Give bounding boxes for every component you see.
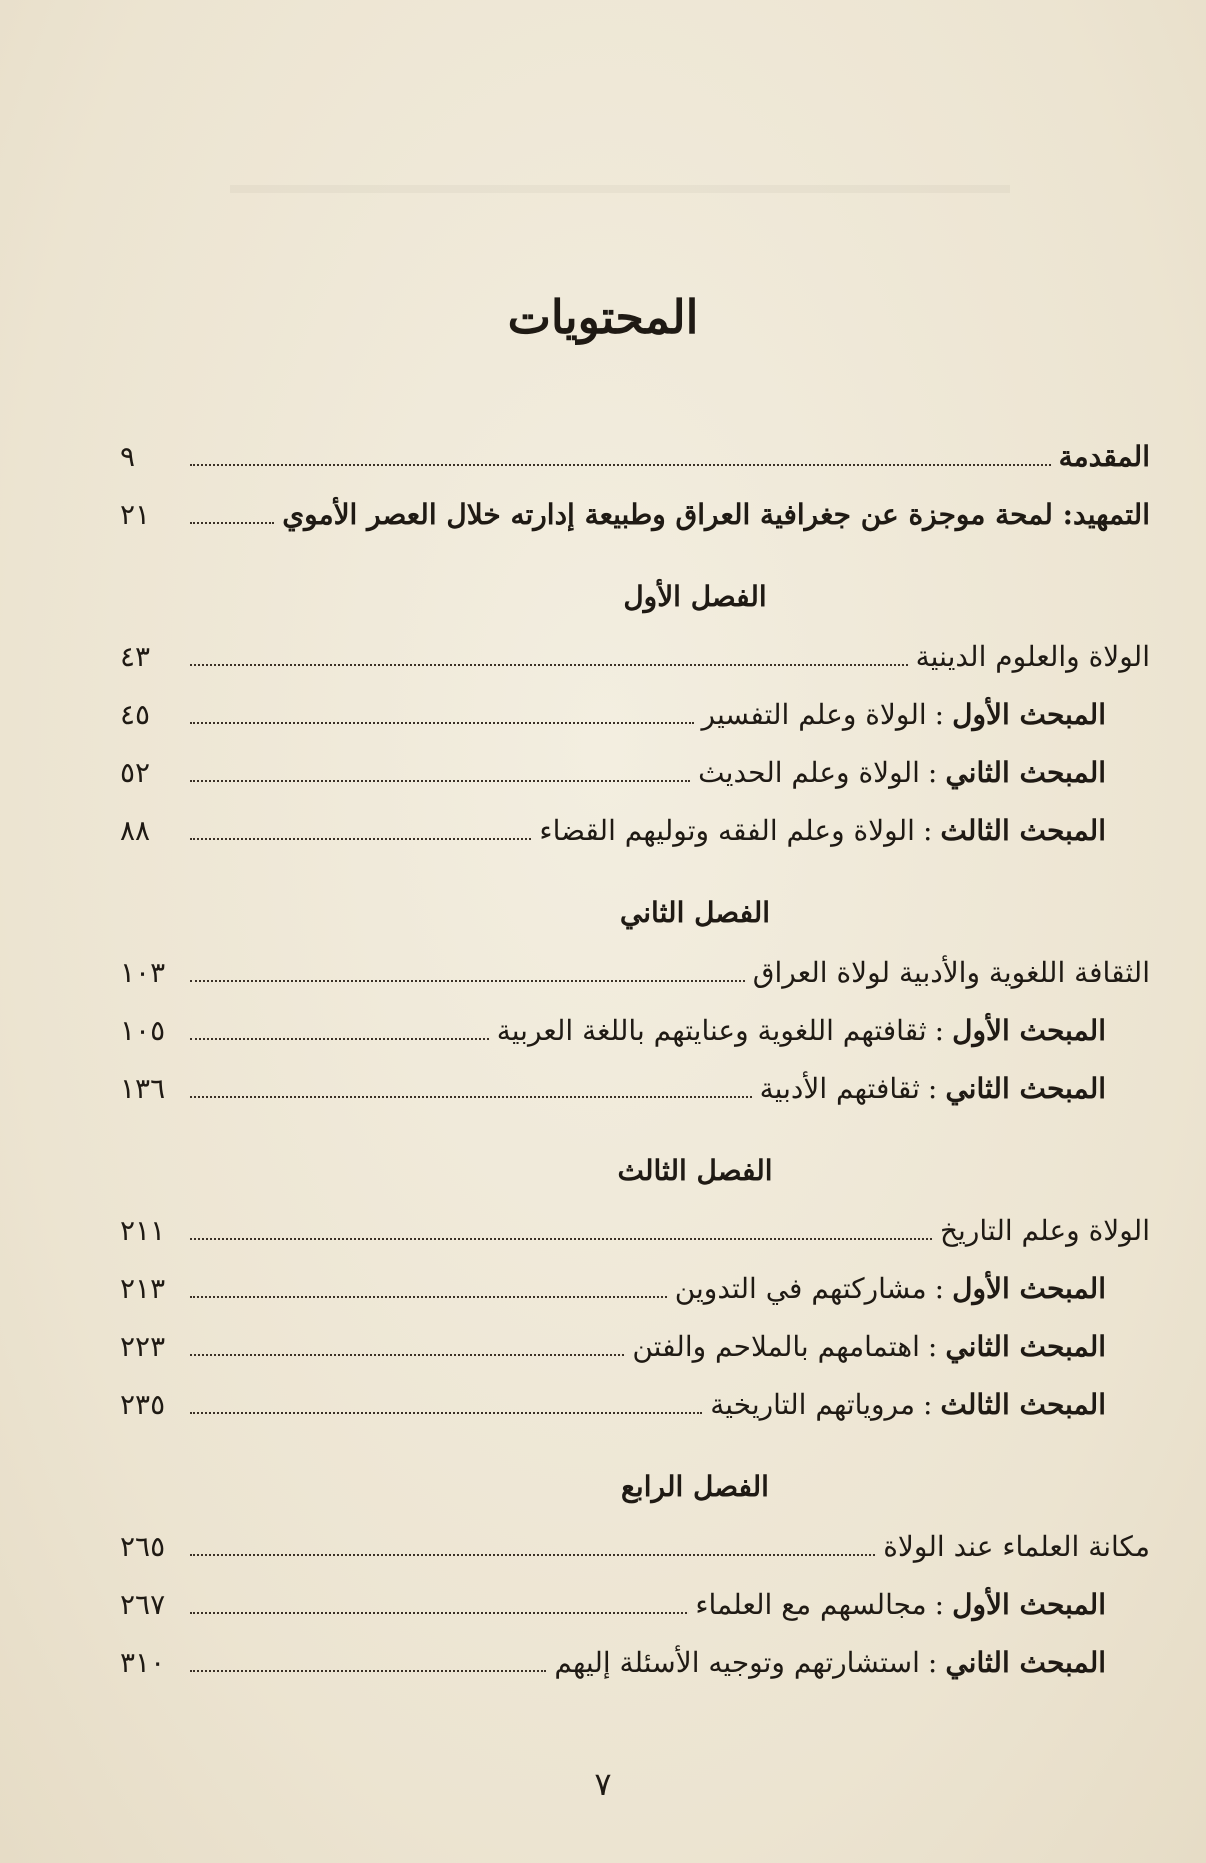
preface-label: التمهيد: لمحة موجزة عن جغرافية العراق وطبيعة إدارته خلال العصر الأموي bbox=[282, 498, 1150, 531]
toc-page-number: ٩ bbox=[120, 440, 136, 473]
toc-page-number: ٣١٠ bbox=[120, 1646, 166, 1679]
page-title: المحتويات bbox=[507, 290, 699, 344]
section-head: المبحث الأول bbox=[952, 1588, 1106, 1621]
section-text: الولاة وعلم الفقه وتوليهم القضاء bbox=[539, 814, 915, 847]
toc-page-number: ١٠٣ bbox=[120, 956, 166, 989]
chapter-title: الفصل الثاني bbox=[619, 896, 771, 929]
section-text: ثقافتهم الأدبية bbox=[759, 1072, 920, 1105]
section-text: اهتمامهم بالملاحم والفتن bbox=[632, 1330, 920, 1363]
toc-entry-label: المبحث الثاني:اهتمامهم بالملاحم والفتن bbox=[632, 1330, 1106, 1363]
section-text: مجالسهم مع العلماء bbox=[695, 1588, 927, 1621]
toc-entry-label: المبحث الأول:مجالسهم مع العلماء bbox=[695, 1588, 1106, 1621]
toc-entry-section bbox=[120, 1260, 1150, 1318]
toc-entry-label: المبحث الأول:الولاة وعلم التفسير bbox=[701, 698, 1106, 731]
toc-entry-label: المقدمة bbox=[1058, 440, 1150, 473]
toc-entry-label bbox=[282, 486, 1150, 544]
section-text: مروياتهم التاريخية bbox=[710, 1388, 915, 1421]
toc-page-number: ٢١١ bbox=[120, 1214, 166, 1247]
toc-page-number: ٢٢٣ bbox=[120, 1330, 166, 1363]
dot-leader bbox=[190, 1352, 624, 1356]
section-text: ثقافتهم اللغوية وعنايتهم باللغة العربية bbox=[496, 1014, 927, 1047]
section-head: المبحث الأول bbox=[952, 1014, 1106, 1047]
toc-entry-section bbox=[120, 744, 1150, 802]
dot-leader bbox=[190, 1610, 687, 1614]
chapter-title: الفصل الرابع bbox=[621, 1470, 769, 1503]
bleed-through-text bbox=[230, 185, 1010, 223]
toc-entry-section bbox=[120, 1002, 1150, 1060]
toc-entry-section bbox=[120, 1060, 1150, 1118]
dot-leader bbox=[190, 1094, 752, 1098]
toc-page-number: ٢٣٥ bbox=[120, 1388, 166, 1421]
toc-page-number: ٥٢ bbox=[120, 756, 151, 789]
toc-page-number: ٢٦٧ bbox=[120, 1588, 166, 1621]
section-text: الولاة وعلم الحديث bbox=[698, 756, 920, 789]
toc-entry-label: المبحث الأول:مشاركتهم في التدوين bbox=[674, 1272, 1106, 1305]
dot-leader bbox=[190, 662, 908, 666]
chapter-title: الفصل الأول bbox=[623, 580, 767, 613]
section-head: المبحث الأول bbox=[952, 1272, 1106, 1305]
dot-leader bbox=[190, 1410, 702, 1414]
section-head: المبحث الثاني bbox=[945, 756, 1106, 789]
toc-page-number: ٢١ bbox=[120, 498, 151, 531]
dot-leader bbox=[190, 1236, 932, 1240]
toc-entry-label: المبحث الأول:ثقافتهم اللغوية وعنايتهم باللغة العربية bbox=[496, 1014, 1106, 1047]
toc-entry-chapter-main bbox=[120, 944, 1150, 1002]
toc-entry-chapter-main bbox=[120, 1518, 1150, 1576]
dot-leader bbox=[190, 1552, 875, 1556]
dot-leader bbox=[190, 520, 274, 524]
dot-leader bbox=[190, 720, 694, 724]
page-number-footer: ٧ bbox=[594, 1765, 612, 1803]
toc-entry-section bbox=[120, 802, 1150, 860]
toc-entry-label: المبحث الثالث:الولاة وعلم الفقه وتوليهم القضاء bbox=[539, 814, 1106, 847]
dot-leader bbox=[190, 778, 690, 782]
section-head: المبحث الثاني bbox=[945, 1330, 1106, 1363]
toc-entry-chapter-main bbox=[120, 1202, 1150, 1260]
toc-entry-label: الثقافة اللغوية والأدبية لولاة العراق bbox=[752, 956, 1150, 989]
toc-entry-label: مكانة العلماء عند الولاة bbox=[883, 1530, 1150, 1563]
section-head: المبحث الثاني bbox=[945, 1072, 1106, 1105]
dot-leader bbox=[190, 836, 531, 840]
section-head: المبحث الأول bbox=[952, 698, 1106, 731]
dot-leader bbox=[190, 978, 745, 982]
toc-entry-label: الولاة وعلم التاريخ bbox=[939, 1214, 1150, 1247]
section-head: المبحث الثالث bbox=[940, 814, 1106, 847]
toc-entry-section bbox=[120, 1318, 1150, 1376]
toc-entry-section bbox=[120, 1634, 1150, 1692]
toc-entry-chapter-main bbox=[120, 628, 1150, 686]
section-head: المبحث الثالث bbox=[940, 1388, 1106, 1421]
toc-entry-label: الولاة والعلوم الدينية bbox=[915, 640, 1150, 673]
toc-page-number: ٢١٣ bbox=[120, 1272, 166, 1305]
toc-entry-label: المبحث الثالث:مروياتهم التاريخية bbox=[710, 1388, 1106, 1421]
section-text: استشارتهم وتوجيه الأسئلة إليهم bbox=[554, 1646, 920, 1679]
chapter-title: الفصل الثالث bbox=[617, 1154, 773, 1187]
section-text: مشاركتهم في التدوين bbox=[674, 1272, 927, 1305]
toc-page-number: ٢٦٥ bbox=[120, 1530, 166, 1563]
toc-entry-label: المبحث الثاني:الولاة وعلم الحديث bbox=[698, 756, 1106, 789]
toc-page-number: ١٣٦ bbox=[120, 1072, 166, 1105]
dot-leader bbox=[190, 1294, 667, 1298]
toc-entry-section bbox=[120, 686, 1150, 744]
toc-page-number: ٤٣ bbox=[120, 640, 151, 673]
toc-entry-preface bbox=[120, 486, 1150, 544]
dot-leader bbox=[190, 1036, 489, 1040]
toc-entry-label: المبحث الثاني:استشارتهم وتوجيه الأسئلة إليهم bbox=[554, 1646, 1106, 1679]
toc-entry-introduction bbox=[120, 428, 1150, 486]
toc-entry-section bbox=[120, 1576, 1150, 1634]
dot-leader bbox=[190, 1668, 546, 1672]
toc-page-number: ١٠٥ bbox=[120, 1014, 166, 1047]
section-head: المبحث الثاني bbox=[945, 1646, 1106, 1679]
toc-page-number: ٤٥ bbox=[120, 698, 151, 731]
toc-entry-section bbox=[120, 1376, 1150, 1434]
section-text: الولاة وعلم التفسير bbox=[701, 698, 927, 731]
toc-page-number: ٨٨ bbox=[120, 814, 151, 847]
toc-entry-label: المبحث الثاني:ثقافتهم الأدبية bbox=[759, 1072, 1106, 1105]
table-of-contents bbox=[120, 428, 1150, 1692]
dot-leader bbox=[190, 462, 1051, 466]
